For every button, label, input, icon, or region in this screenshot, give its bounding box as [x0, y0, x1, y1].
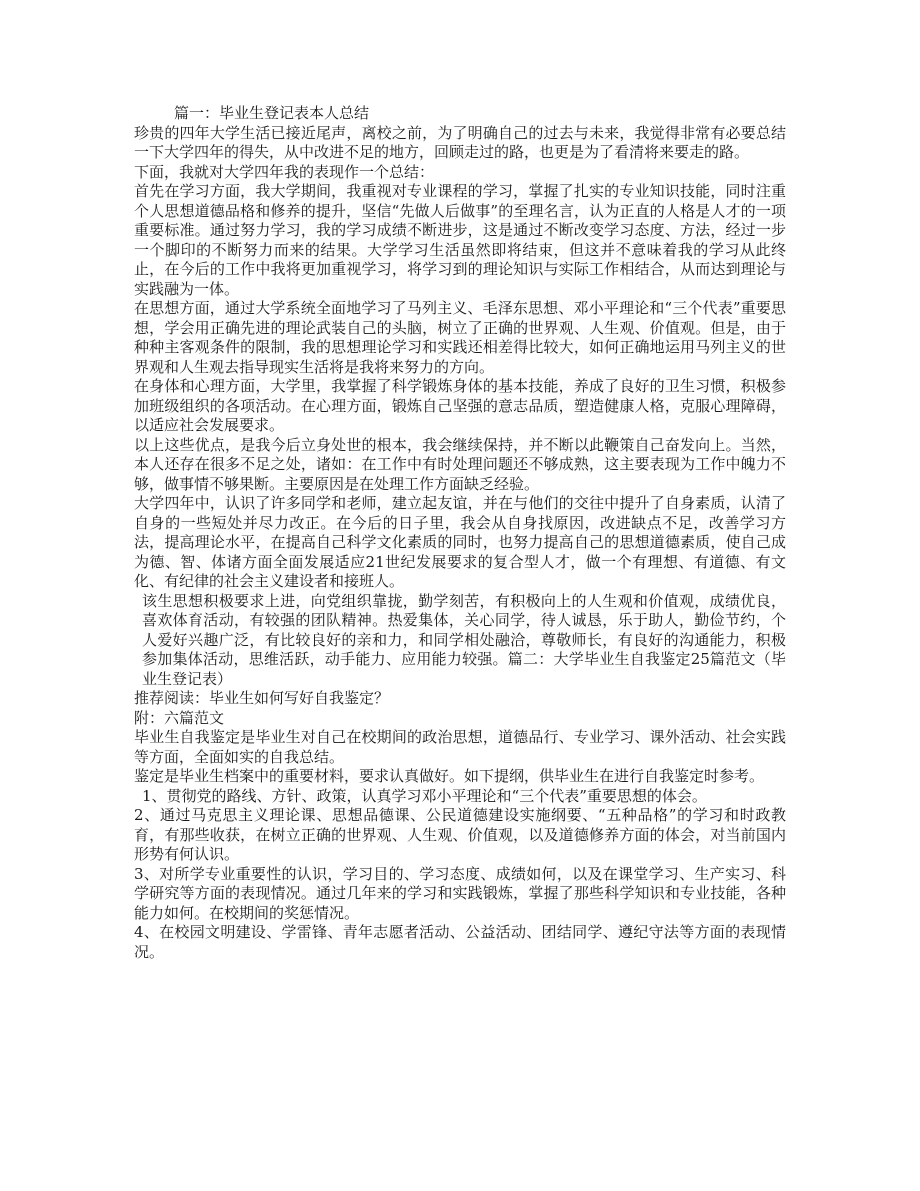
paragraph-outline-intro: 鉴定是毕业生档案中的重要材料，要求认真做好。如下提纲，供毕业生在进行自我鉴定时参考。 — [134, 767, 765, 785]
outline-item-4: 4、在校园文明建设、学雷锋、青年志愿者活动、公益活动、团结同学、遵纪守法等方面的表现情况。 — [134, 923, 786, 961]
paragraph-four-years: 大学四年中，认识了许多同学和老师，建立起友谊，并在与他们的交往中提升了自身素质，认清了自身的一些短处并尽力改正。在今后的日子里，我会从自身找原因，改进缺点不足，改善学习方法，提高理论水平，在提高自己科学文化素质的同时，也努力提高自己的思想道德素质，使自己成为德、智、体诸方面全面发展适应21世纪发展要求的复合型人才，做一个有理想、有道德、有文化、有纪律的社会主义建设者和接班人。 — [134, 494, 786, 590]
paragraph-body-mind: 在身体和心理方面，大学里，我掌握了科学锻炼身体的基本技能，养成了良好的卫生习惯，积极参加班级组织的各项活动。在心理方面，锻炼自己坚强的意志品质，塑造健康人格，克服心理障碍，以适应社会发展要求。 — [134, 377, 786, 434]
paragraph-recommended: 推荐阅读：毕业生如何写好自我鉴定？ — [134, 689, 390, 707]
paragraph-thought: 在思想方面，通过大学系统全面地学习了马列主义、毛泽东思想、邓小平理论和“三个代表”重要思想，学会用正确先进的理论武装自己的头脑，树立了正确的世界观、人生观、价值观。但是，由于种种主客观条件的限制，我的思想理论学习和实践还相差得比较大，如何正确地运用马列主义的世界观和人生观去指导现实生活将是我将来努力的方向。 — [134, 299, 786, 376]
paragraph-intro: 珍贵的四年大学生活已接近尾声，离校之前，为了明确自己的过去与未来，我觉得非常有必要总结一下大学四年的得失，从中改进不足的地方，回顾走过的路，也更是为了看清将来要走的路。 — [134, 123, 786, 161]
document-body — [134, 104, 786, 962]
paragraph-evaluation: 该生思想积极要求上进，向党组织靠拢，勤学刻苦，有积极向上的人生观和价值观，成绩优良，喜欢体育活动，有较强的团队精神。热爱集体，关心同学，待人诚恳，乐于助人，勤俭节约，个人爱好兴趣广泛，有比较良好的亲和力，和同学相处融洽，尊敬师长，有良好的沟通能力，积极参加集体活动，思维活跃，动手能力、应用能力较强。篇二：大学毕业生自我鉴定25篇范文（毕业生登记表） — [142, 591, 786, 688]
paragraph-definition: 毕业生自我鉴定是毕业生对自己在校期间的政治思想，道德品行、专业学习、课外活动、社会实践等方面，全面如实的自我总结。 — [134, 728, 786, 766]
paragraph-appendix: 附：六篇范文 — [134, 708, 225, 727]
outline-item-1: 1、贯彻党的路线、方针、政策，认真学习邓小平理论和“三个代表”重要思想的体会。 — [142, 786, 707, 805]
outline-item-3: 3、对所学专业重要性的认识，学习目的、学习态度、成绩如何，以及在课堂学习、生产实习、科学研究等方面的表现情况。通过几年来的学习和实践锻炼，掌握了那些科学知识和专业技能，各种能力如何。在校期间的奖惩情况。 — [134, 864, 786, 922]
document-title: 篇一：毕业生登记表本人总结 — [174, 104, 370, 122]
paragraph-strengths: 以上这些优点，是我今后立身处世的根本，我会继续保持，并不断以此鞭策自己奋发向上。当然，本人还存在很多不足之处，诸如：在工作中有时处理问题还不够成熟，这主要表现为工作中魄力不够，做事情不够果断。主要原因是在处理工作方面缺乏经验。 — [134, 435, 786, 493]
paragraph-study: 首先在学习方面，我大学期间，我重视对专业课程的学习，掌握了扎实的专业知识技能，同时注重个人思想道德品格和修养的提升，坚信“先做人后做事”的至理名言，认为正直的人格是人才的一项重要标准。通过努力学习，我的学习成绩不断进步，这是通过不断改变学习态度、方法，经过一步一个脚印的不断努力而来的结果。大学学习生活虽然即将结束，但这并不意味着我的学习从此终止，在今后的工作中我将更加重视学习，将学习到的理论知识与实际工作相结合，从而达到理论与实践融为一体。 — [134, 182, 786, 298]
outline-item-2: 2、通过马克思主义理论课、思想品德课、公民道德建设实施纲要、“五种品格”的学习和时政教育，有那些收获，在树立正确的世界观、人生观、价值观，以及道德修养方面的体会，对当前国内形势有何认识。 — [134, 806, 786, 863]
paragraph-summary-lead: 下面，我就对大学四年我的表现作一个总结： — [134, 162, 435, 181]
